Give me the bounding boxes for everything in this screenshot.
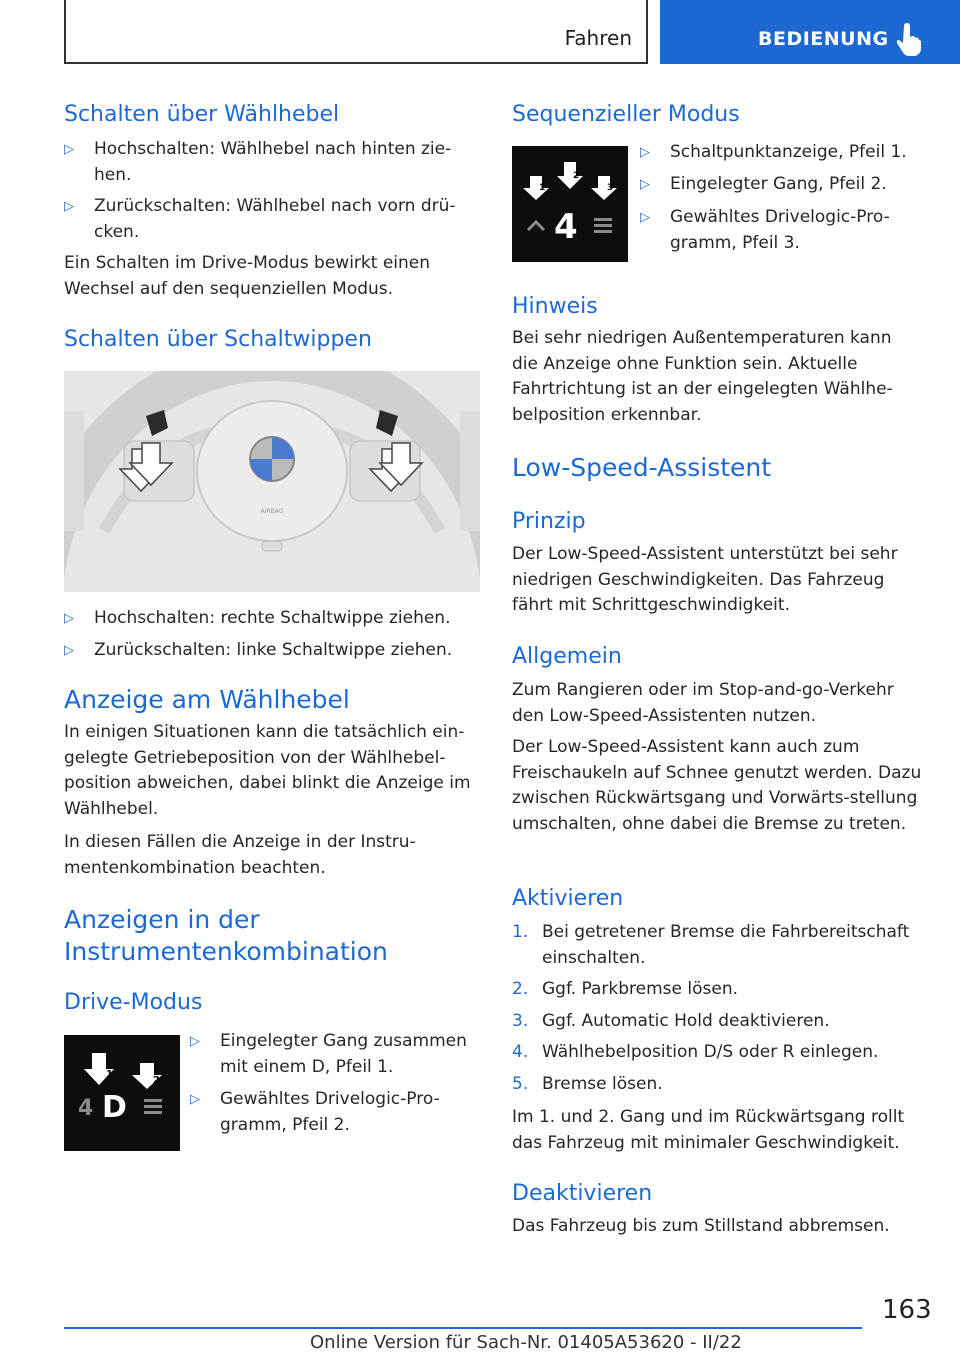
header-section-box xyxy=(64,0,648,64)
section-title-sequenzieller-modus: Sequenzieller Modus xyxy=(512,102,740,127)
paragraph: Das Fahrzeug bis zum Stillstand abbremsen. xyxy=(512,1216,890,1236)
arrow-label-2: 2 xyxy=(573,171,580,181)
list-item: ▷ Eingelegter Gang zusammen mit einem D, Pfeil 1. xyxy=(190,1031,467,1077)
list-item: ▷ Schaltpunktanzeige, Pfeil 1. xyxy=(640,140,930,166)
footer-text: Online Version für Sach-Nr. 01405A53620 - II/22 xyxy=(310,1332,742,1353)
section-title-waehlhebel: Schalten über Wählhebel xyxy=(64,102,340,127)
airbag-label: AIRBAG xyxy=(260,508,284,515)
section-title-allgemein: Allgemein xyxy=(512,644,622,669)
section-title-drive-modus: Drive-Modus xyxy=(64,990,203,1015)
section-title-deaktivieren: Deaktivieren xyxy=(512,1181,653,1206)
list-item: 4. Wählhebelposition D/S oder R einlegen. xyxy=(512,1042,879,1062)
paragraph: Ein Schalten im Drive-Modus bewirkt einen Wechsel auf den sequenziellen Modus. xyxy=(64,253,431,299)
aktivieren-step-5 xyxy=(512,1072,932,1098)
gear-letter: D xyxy=(102,1090,127,1125)
list-item: ▷ Zurückschalten: linke Schaltwippe ziehen. xyxy=(64,638,480,664)
list-item: ▷ Zurückschalten: Wählhebel nach vorn drü-cken. xyxy=(64,196,456,242)
steering-wheel-image xyxy=(64,371,480,592)
aktivieren-step-3 xyxy=(512,1009,932,1035)
gear-number: 4 xyxy=(554,207,578,247)
list-item: ▷ Eingelegter Gang, Pfeil 2. xyxy=(640,172,930,198)
page-number: 163 xyxy=(882,1295,932,1325)
drive-mode-display-image xyxy=(64,1035,180,1151)
paragraph: Zum Rangieren oder im Stop-and-go-Verkehr den Low-Speed-Assistenten nutzen. xyxy=(512,680,894,726)
header-chapter-tab xyxy=(660,0,960,64)
left-column xyxy=(64,100,484,130)
triangle-bullet-icon: ▷ xyxy=(190,1034,200,1049)
list-item: ▷ Gewähltes Drivelogic-Pro-gramm, Pfeil 3. xyxy=(640,207,890,253)
triangle-bullet-icon: ▷ xyxy=(64,142,74,157)
section-title-hinweis: Hinweis xyxy=(512,294,598,319)
paragraph: Der Low-Speed-Assistent kann auch zum Freischaukeln auf Schnee genutzt werden. Dazu zwischen Rückwärtsgang und Vorwärts-stellung umschalten, ohne dabei die Bremse zu treten. xyxy=(512,737,922,834)
arrow-label-2: 2 xyxy=(153,1075,160,1086)
arrow-label-1: 1 xyxy=(539,183,546,193)
paragraph: In einigen Situationen kann die tatsächlich ein-gelegte Getriebeposition von der Wählhebel-position abweichen, dabei blinkt die Anzeige im Wählhebel. xyxy=(64,722,471,819)
drive-list-2 xyxy=(190,1087,482,1138)
triangle-bullet-icon: ▷ xyxy=(64,611,74,626)
header-chapter-title: BEDIENUNG xyxy=(758,28,889,50)
list-item: ▷ Gewähltes Drivelogic-Pro-gramm, Pfeil 2. xyxy=(190,1089,440,1135)
list-item: ▷ Hochschalten: Wählhebel nach hinten zie-hen. xyxy=(64,139,452,185)
list-item: 5. Bremse lösen. xyxy=(512,1074,663,1094)
aktivieren-step-1 xyxy=(512,920,932,971)
waehlhebel-list-2 xyxy=(64,194,474,245)
paragraph: Der Low-Speed-Assistent unterstützt bei sehr niedrigen Geschwindigkeiten. Das Fahrzeug fährt mit Schrittgeschwindigkeit. xyxy=(512,544,898,615)
sequential-list xyxy=(640,140,930,166)
triangle-bullet-icon: ▷ xyxy=(190,1092,200,1107)
triangle-bullet-icon: ▷ xyxy=(64,199,74,214)
triangle-bullet-icon: ▷ xyxy=(640,145,650,160)
list-item: 1. Bei getretener Bremse die Fahrbereitschaft einschalten. xyxy=(512,922,910,968)
section-title-aktivieren: Aktivieren xyxy=(512,886,624,911)
gear-number: 4 xyxy=(78,1096,94,1121)
sequential-mode-display-image xyxy=(512,146,628,262)
paragraph: Im 1. und 2. Gang und im Rückwärtsgang rollt das Fahrzeug mit minimaler Geschwindigkeit. xyxy=(512,1107,905,1153)
section-title-anzeige-waehlhebel: Anzeige am Wählhebel xyxy=(64,685,350,714)
section-title-low-speed-assistent: Low-Speed-Assistent xyxy=(512,453,772,482)
arrow-label-1: 1 xyxy=(106,1069,113,1080)
sequential-list-3 xyxy=(640,205,910,256)
triangle-bullet-icon: ▷ xyxy=(64,643,74,658)
footer-divider xyxy=(64,1327,862,1329)
list-item: ▷ Hochschalten: rechte Schaltwippe ziehen. xyxy=(64,606,480,632)
waehlhebel-list xyxy=(64,137,474,188)
header-section-title: Fahren xyxy=(564,26,632,50)
section-title-anzeigen-instrument: Anzeigen in der Instrumentenkombination xyxy=(64,905,388,966)
aktivieren-step-4 xyxy=(512,1040,932,1066)
triangle-bullet-icon: ▷ xyxy=(640,177,650,192)
paragraph: In diesen Fällen die Anzeige in der Instru-mentenkombination beachten. xyxy=(64,832,416,878)
schaltwippen-list-2 xyxy=(64,638,480,664)
list-item: 3. Ggf. Automatic Hold deaktivieren. xyxy=(512,1011,830,1031)
section-title-prinzip: Prinzip xyxy=(512,509,586,534)
hand-pointer-icon xyxy=(896,22,922,56)
paragraph: Bei sehr niedrigen Außentemperaturen kann die Anzeige ohne Funktion sein. Aktuelle Fahrtrichtung ist an der eingelegten Wählhe-belposition erkennbar. xyxy=(512,328,893,425)
sequential-list-2 xyxy=(640,172,930,198)
schaltwippen-list xyxy=(64,606,480,632)
aktivieren-step-2 xyxy=(512,977,932,1003)
drive-list xyxy=(190,1029,482,1080)
triangle-bullet-icon: ▷ xyxy=(640,210,650,225)
section-title-schaltwippen: Schalten über Schaltwippen xyxy=(64,327,372,352)
arrow-label-3: 3 xyxy=(607,183,614,193)
list-item: 2. Ggf. Parkbremse lösen. xyxy=(512,979,739,999)
